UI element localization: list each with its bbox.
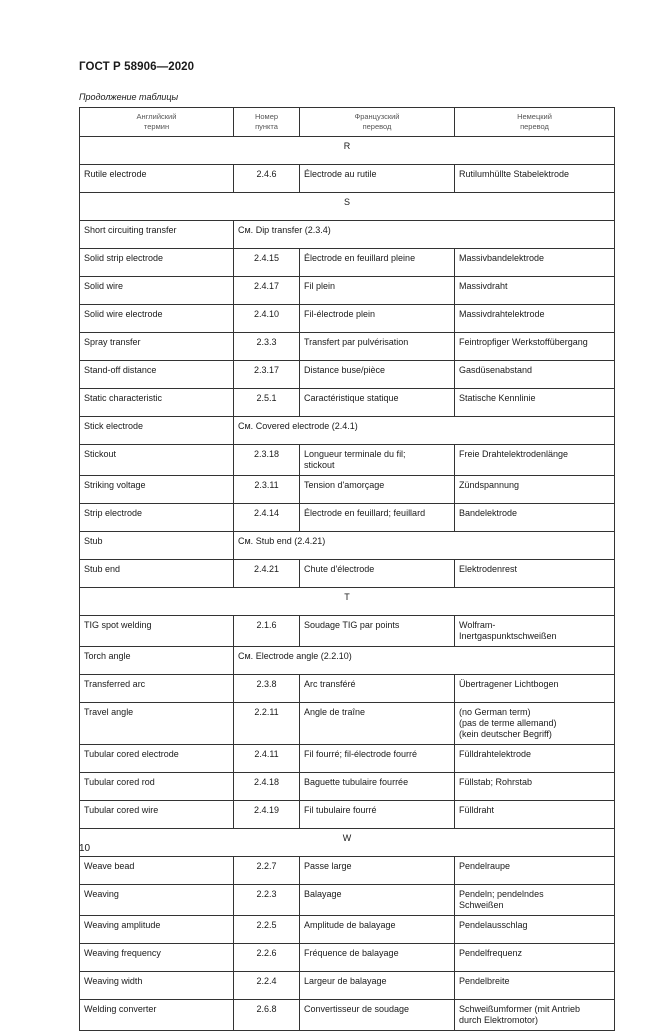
french-translation: Convertisseur de soudage xyxy=(300,1000,455,1031)
table-row xyxy=(80,560,615,588)
document-header: ГОСТ Р 58906—2020 xyxy=(79,61,195,73)
terms-table xyxy=(79,107,615,1031)
german-translation: Bandelektrode xyxy=(455,504,615,532)
table-row xyxy=(80,885,615,916)
french-translation: Fréquence de balayage xyxy=(300,944,455,972)
english-term: Stand-off distance xyxy=(80,361,234,389)
table-row xyxy=(80,857,615,885)
french-translation: Électrode en feuillard; feuillard xyxy=(300,504,455,532)
section-letter-row xyxy=(80,137,615,165)
table-header-row xyxy=(80,108,615,137)
section-letter: R xyxy=(80,137,615,165)
german-translation: Fülldraht xyxy=(455,801,615,829)
german-translation: Pendelbreite xyxy=(455,972,615,1000)
table-row xyxy=(80,616,615,647)
table-row xyxy=(80,1000,615,1031)
column-header-english: Английский термин xyxy=(80,108,234,137)
clause-number: 2.5.1 xyxy=(234,389,300,417)
german-translation: Übertragener Lichtbogen xyxy=(455,675,615,703)
german-translation: Rutilumhüllte Stabelektrode xyxy=(455,165,615,193)
english-term: Weaving xyxy=(80,885,234,916)
clause-number: 2.4.21 xyxy=(234,560,300,588)
clause-number: 2.3.3 xyxy=(234,333,300,361)
table-row xyxy=(80,675,615,703)
english-term: Static characteristic xyxy=(80,389,234,417)
table-row xyxy=(80,773,615,801)
english-term: Weaving width xyxy=(80,972,234,1000)
french-translation: Largeur de balayage xyxy=(300,972,455,1000)
german-translation: Fülldrahtelektrode xyxy=(455,745,615,773)
english-term: Stub xyxy=(80,532,234,560)
english-term: Tubular cored electrode xyxy=(80,745,234,773)
french-translation: Chute d'électrode xyxy=(300,560,455,588)
section-letter: S xyxy=(80,193,615,221)
table-row xyxy=(80,504,615,532)
table-row xyxy=(80,801,615,829)
table-row xyxy=(80,305,615,333)
table-row xyxy=(80,361,615,389)
english-term: Solid wire electrode xyxy=(80,305,234,333)
english-term: Short circuiting transfer xyxy=(80,221,234,249)
table-row xyxy=(80,389,615,417)
table-row xyxy=(80,417,615,445)
german-translation: Freie Drahtelektrodenlänge xyxy=(455,445,615,476)
table-row xyxy=(80,277,615,305)
clause-number: 2.4.18 xyxy=(234,773,300,801)
french-translation: Distance buse/pièce xyxy=(300,361,455,389)
french-translation: Soudage TIG par points xyxy=(300,616,455,647)
german-translation: Füllstab; Rohrstab xyxy=(455,773,615,801)
table-row xyxy=(80,249,615,277)
french-translation: Passe large xyxy=(300,857,455,885)
english-term: Solid strip electrode xyxy=(80,249,234,277)
table-row xyxy=(80,647,615,675)
clause-number: 2.2.4 xyxy=(234,972,300,1000)
table-row xyxy=(80,745,615,773)
column-header-german: Немецкий перевод xyxy=(455,108,615,137)
clause-number: 2.3.8 xyxy=(234,675,300,703)
german-translation: Pendeln; pendelndes Schweißen xyxy=(455,885,615,916)
german-translation: (no German term) (pas de terme allemand) (kein deutscher Begriff) xyxy=(455,703,615,745)
english-term: Welding converter xyxy=(80,1000,234,1031)
english-term: Torch angle xyxy=(80,647,234,675)
table-row xyxy=(80,532,615,560)
french-translation: Longueur terminale du fil; stickout xyxy=(300,445,455,476)
clause-number: 2.4.17 xyxy=(234,277,300,305)
french-translation: Fil-électrode plein xyxy=(300,305,455,333)
clause-number: 2.3.17 xyxy=(234,361,300,389)
english-term: Strip electrode xyxy=(80,504,234,532)
german-translation: Pendelausschlag xyxy=(455,916,615,944)
clause-number: 2.4.19 xyxy=(234,801,300,829)
english-term: Stub end xyxy=(80,560,234,588)
table-row xyxy=(80,445,615,476)
french-translation: Balayage xyxy=(300,885,455,916)
french-translation: Fil plein xyxy=(300,277,455,305)
clause-number: 2.4.6 xyxy=(234,165,300,193)
table-row xyxy=(80,221,615,249)
english-term: Spray transfer xyxy=(80,333,234,361)
section-letter: W xyxy=(80,829,615,857)
english-term: Weave bead xyxy=(80,857,234,885)
french-translation: Angle de traîne xyxy=(300,703,455,745)
english-term: Travel angle xyxy=(80,703,234,745)
french-translation: Fil tubulaire fourré xyxy=(300,801,455,829)
clause-number: 2.2.7 xyxy=(234,857,300,885)
table-row xyxy=(80,476,615,504)
cross-reference: См. Covered electrode (2.4.1) xyxy=(234,417,615,445)
german-translation: Statische Kennlinie xyxy=(455,389,615,417)
english-term: Weaving frequency xyxy=(80,944,234,972)
clause-number: 2.1.6 xyxy=(234,616,300,647)
french-translation: Électrode en feuillard pleine xyxy=(300,249,455,277)
clause-number: 2.2.5 xyxy=(234,916,300,944)
table-row xyxy=(80,165,615,193)
section-letter-row xyxy=(80,193,615,221)
clause-number: 2.2.6 xyxy=(234,944,300,972)
english-term: Tubular cored wire xyxy=(80,801,234,829)
page-number: 10 xyxy=(79,843,91,854)
english-term: Stick electrode xyxy=(80,417,234,445)
german-translation: Gasdüsenabstand xyxy=(455,361,615,389)
german-translation: Elektrodenrest xyxy=(455,560,615,588)
german-translation: Pendelraupe xyxy=(455,857,615,885)
cross-reference: См. Electrode angle (2.2.10) xyxy=(234,647,615,675)
section-letter-row xyxy=(80,588,615,616)
table-row xyxy=(80,333,615,361)
french-translation: Arc transféré xyxy=(300,675,455,703)
german-translation: Pendelfrequenz xyxy=(455,944,615,972)
english-term: Transferred arc xyxy=(80,675,234,703)
table-row xyxy=(80,972,615,1000)
german-translation: Feintropfiger Werkstoffübergang xyxy=(455,333,615,361)
english-term: Rutile electrode xyxy=(80,165,234,193)
german-translation: Wolfram- Inertgaspunktschweißen xyxy=(455,616,615,647)
clause-number: 2.2.3 xyxy=(234,885,300,916)
french-translation: Caractéristique statique xyxy=(300,389,455,417)
german-translation: Massivbandelektrode xyxy=(455,249,615,277)
column-header-french: Французский перевод xyxy=(300,108,455,137)
french-translation: Transfert par pulvérisation xyxy=(300,333,455,361)
french-translation: Amplitude de balayage xyxy=(300,916,455,944)
clause-number: 2.3.11 xyxy=(234,476,300,504)
table-row xyxy=(80,944,615,972)
french-translation: Baguette tubulaire fourrée xyxy=(300,773,455,801)
clause-number: 2.4.11 xyxy=(234,745,300,773)
german-translation: Massivdraht xyxy=(455,277,615,305)
german-translation: Schweißumformer (mit Antrieb durch Elektromotor) xyxy=(455,1000,615,1031)
english-term: Weaving amplitude xyxy=(80,916,234,944)
table-row xyxy=(80,916,615,944)
section-letter-row xyxy=(80,829,615,857)
english-term: Striking voltage xyxy=(80,476,234,504)
clause-number: 2.6.8 xyxy=(234,1000,300,1031)
clause-number: 2.4.15 xyxy=(234,249,300,277)
french-translation: Tension d'amorçage xyxy=(300,476,455,504)
clause-number: 2.4.14 xyxy=(234,504,300,532)
continuation-label: Продолжение таблицы xyxy=(79,92,179,102)
german-translation: Massivdrahtelektrode xyxy=(455,305,615,333)
clause-number: 2.4.10 xyxy=(234,305,300,333)
cross-reference: См. Dip transfer (2.3.4) xyxy=(234,221,615,249)
section-letter: T xyxy=(80,588,615,616)
german-translation: Zündspannung xyxy=(455,476,615,504)
cross-reference: См. Stub end (2.4.21) xyxy=(234,532,615,560)
clause-number: 2.3.18 xyxy=(234,445,300,476)
english-term: Solid wire xyxy=(80,277,234,305)
french-translation: Fil fourré; fil-électrode fourré xyxy=(300,745,455,773)
table-row xyxy=(80,703,615,745)
column-header-number: Номер пункта xyxy=(234,108,300,137)
french-translation: Électrode au rutile xyxy=(300,165,455,193)
english-term: Tubular cored rod xyxy=(80,773,234,801)
english-term: TIG spot welding xyxy=(80,616,234,647)
english-term: Stickout xyxy=(80,445,234,476)
clause-number: 2.2.11 xyxy=(234,703,300,745)
